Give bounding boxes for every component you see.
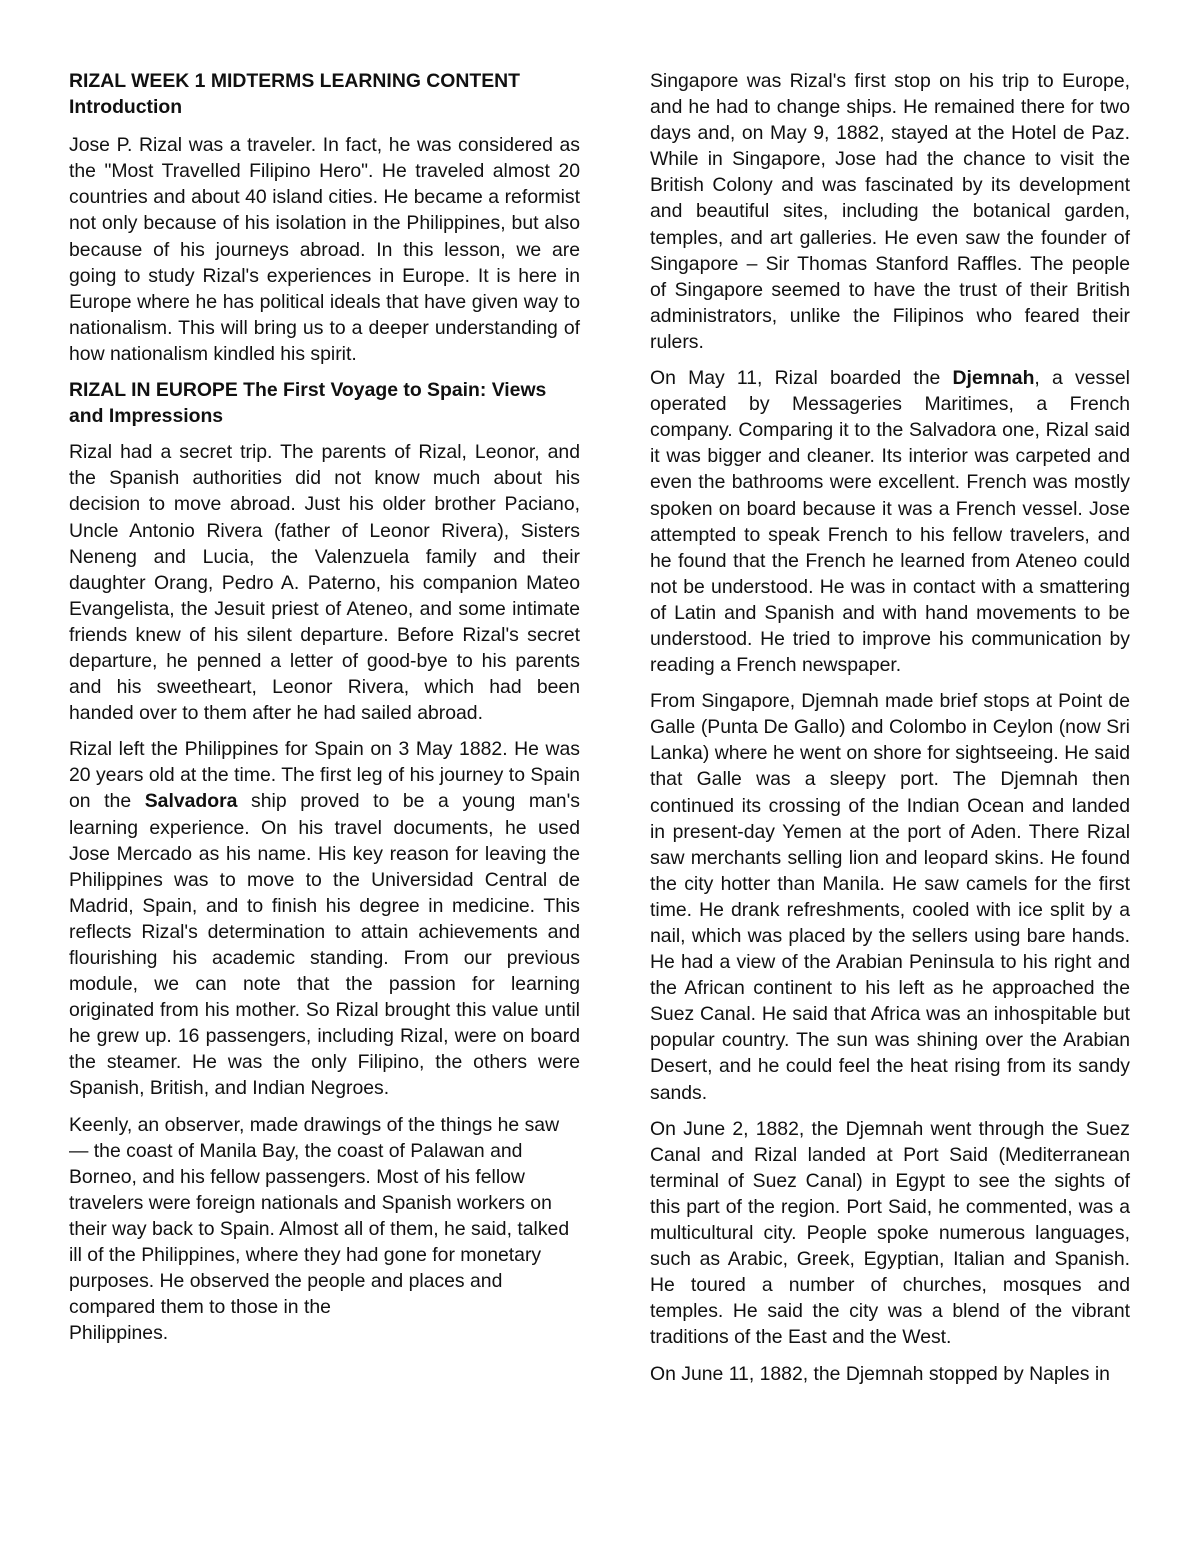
naples-paragraph: On June 11, 1882, the Djemnah stopped by Naples in xyxy=(650,1362,1110,1385)
observer-paragraph-end: Philippines. xyxy=(69,1322,169,1345)
observer-paragraph xyxy=(69,1112,580,1321)
voyage-stops-paragraph: From Singapore, Djemnah made brief stops at Point de Galle (Punta De Gallo) and Colombo in Ceylon (now Sri Lanka) where he went on shore for sightseeing. He said that Galle was a sleepy port. The Djemnah then continued its crossing of the Indian Ocean and landed in present-day Yemen at the port of Aden. There Rizal saw merchants selling lion and leopard skins. He found the city hotter than Manila. He saw camels for the first time. He drank refreshments, cooled with ice split by a nail, which was placed by the sellers using bare hands. He had a view of the Arabian Peninsula to his right and the African continent to his left as he approached the Suez Canal. He said that Africa was an inhospitable but popular country. The sun was shining over the Arabian Desert, and he could feel the heat rising from its sandy sands. xyxy=(650,690,1130,1104)
right-column xyxy=(650,68,1130,1397)
ship-name-djemnah: Djemnah xyxy=(952,367,1035,390)
secret-trip-paragraph: Rizal had a secret trip. The parents of Rizal, Leonor, and the Spanish authorities did not know much about his decision to move abroad. Just his older brother Paciano, Uncle Antonio Rivera (father of Leonor Rivera), Sisters Neneng and Lucia, the Valenzuela family and their daughter Orang, Pedro A. Paterno, his companion Mateo Evangelista, the Jesuit priest of Ateneo, and some intimate friends knew of his silent departure. Before Rizal's secret departure, he penned a letter of good-bye to his parents and his sweetheart, Leonor Rivera, which had been handed over to them after he had sailed abroad. xyxy=(69,441,580,725)
port-said-paragraph: On June 2, 1882, the Djemnah went through the Suez Canal and Rizal landed at Port Said (Mediterranean terminal of Suez Canal) in Egypt to see the sights of this part of the region. Port Said, he commented, was a multicultural city. People spoke numerous languages, such as Arabic, Greek, Egyptian, Italian and Spanish. He toured a number of churches, mosques and temples. He said the city was a blend of the vibrant traditions of the East and the West. xyxy=(650,1117,1130,1349)
singapore-paragraph: Singapore was Rizal's first stop on his trip to Europe, and he had to change ships. He remained there for two days and, on May 9, 1882, stayed at the Hotel de Paz. While in Singapore, Jose had the chance to visit the British Colony and was fascinated by its development and beautiful sites, including the botanical garden, temples, and art galleries. He even saw the founder of Singapore – Sir Thomas Stanford Raffles. The people of Singapore seemed to have the trust of their British administrators, unlike the Filipinos who feared their rulers. xyxy=(650,70,1130,353)
djemnah-text-end: , a vessel operated by Messageries Maritimes, a French company. Comparing it to the Salvadora one, Rizal said it was bigger and cleaner. Its interior was carpeted and even the bathrooms were excellent. French was mostly spoken on board because it was a French vessel. Jose attempted to speak French to his fellow travelers, and he found that the French he learned from Ateneo could not be understood. He was in contact with a smattering of Latin and Spanish and with hand movements to be understood. He tried to improve his communication by reading a French newspaper. xyxy=(650,367,1130,677)
departure-text-start: Rizal left the Philippines for Spain on 3 May 1882. He was 20 years old at the time. The first leg of his journey to Spain on the xyxy=(69,738,580,813)
ship-name-salvadora: Salvadora xyxy=(144,790,238,813)
left-column xyxy=(69,68,580,1356)
intro-paragraph: Jose P. Rizal was a traveler. In fact, he was considered as the "Most Travelled Filipino Hero". He traveled almost 20 countries and about 40 island cities. He became a reformist not only because of his isolation in the Philippines, but also because of his journeys abroad. In this lesson, we are going to study Rizal's experiences in Europe. It is here in Europe where he has political ideals that have given way to nationalism. This will bring us to a deeper understanding of how nationalism kindled his spirit. xyxy=(69,134,580,365)
section-heading: RIZAL IN EUROPE The First Voyage to Spain: Views and Impressions xyxy=(69,379,547,428)
intro-heading: Introduction xyxy=(69,96,183,119)
departure-paragraph xyxy=(69,736,580,1101)
departure-text-end: ship proved to be a young man's learning experience. On his travel documents, he used Jose Mercado as his name. His key reason for leaving the Philippines was to move to the Universidad Central de Madrid, Spain, and to finish his degree in medicine. This reflects Rizal's determination to attain achievements and flourishing his academic standing. From our previous module, we can note that the passion for learning originated from his mother. So Rizal brought this value until he grew up. 16 passengers, including Rizal, were on board the steamer. He was the only Filipino, the others were Spanish, British, and Indian Negroes. xyxy=(69,790,580,1100)
observer-text: Keenly, an observer, made drawings of the things he saw — the coast of Manila Bay, the coast of Palawan and Borneo, and his fellow passengers. Most of his fellow travelers were foreign nationals and Spanish workers on their way back to Spain. Almost all of them, he said, talked ill of the Philippines, where they had gone for monetary purposes. He observed the people and places and compared them to those in the xyxy=(69,1113,570,1319)
document-title: RIZAL WEEK 1 MIDTERMS LEARNING CONTENT xyxy=(69,70,521,92)
djemnah-paragraph xyxy=(650,365,1130,678)
djemnah-text-start: On May 11, Rizal boarded the xyxy=(650,367,953,390)
